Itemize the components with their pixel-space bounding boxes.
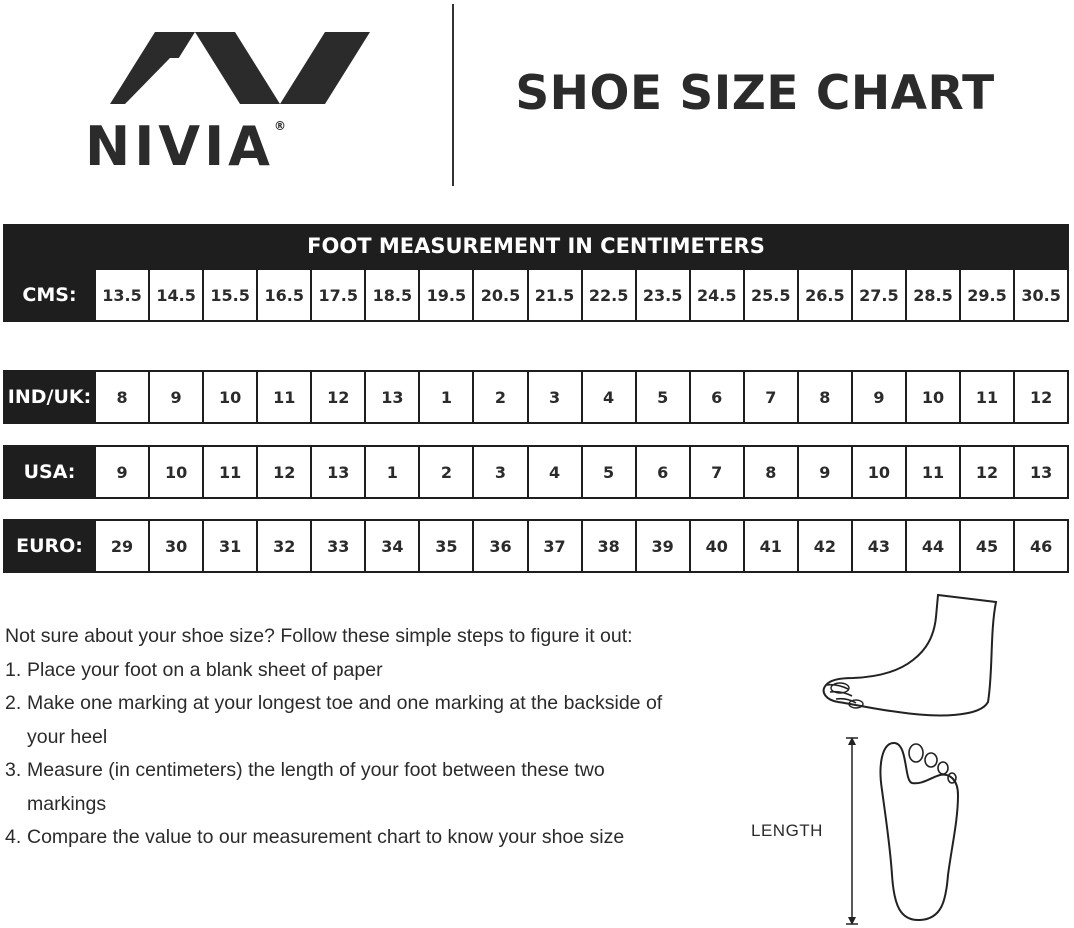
nivia-wordmark: [85, 115, 395, 178]
header-divider: [452, 4, 454, 186]
size-cell: 41: [743, 521, 797, 571]
size-cell: 11: [202, 447, 256, 497]
size-cell: 43: [851, 521, 905, 571]
size-cell: 30: [148, 521, 202, 571]
size-cell: 27.5: [851, 270, 905, 320]
row-cells: [94, 372, 1067, 422]
size-cell: 20.5: [472, 270, 526, 320]
size-cell: 1: [364, 447, 418, 497]
size-cell: 28.5: [905, 270, 959, 320]
size-cell: 15.5: [202, 270, 256, 320]
size-cell: 5: [635, 372, 689, 422]
size-cell: 29: [94, 521, 148, 571]
cms-row: [3, 268, 1069, 322]
size-cell: 19.5: [418, 270, 472, 320]
size-cell: 42: [797, 521, 851, 571]
nivia-logo-mark-icon: [85, 28, 395, 118]
size-cell: 18.5: [364, 270, 418, 320]
size-cell: 16.5: [256, 270, 310, 320]
size-cell: 40: [689, 521, 743, 571]
size-cell: 8: [94, 372, 148, 422]
size-cell: 13: [1013, 447, 1067, 497]
row-label: IND/UK:: [5, 372, 94, 422]
size-cell: 3: [472, 447, 526, 497]
size-cell: 1: [418, 372, 472, 422]
size-cell: 12: [256, 447, 310, 497]
instruction-step: [5, 754, 725, 821]
size-cell: 2: [472, 372, 526, 422]
size-cell: 2: [418, 447, 472, 497]
size-cell: 4: [527, 447, 581, 497]
size-cell: 6: [689, 372, 743, 422]
instruction-step: [5, 821, 725, 855]
size-cell: 3: [527, 372, 581, 422]
size-cell: 17.5: [310, 270, 364, 320]
nivia-logo: [85, 28, 395, 178]
size-cell: 10: [202, 372, 256, 422]
registered-mark: ®: [273, 119, 286, 133]
size-cell: 11: [959, 372, 1013, 422]
row-cells: [94, 521, 1067, 571]
size-cell: 23.5: [635, 270, 689, 320]
page-title: SHOE SIZE CHART: [515, 66, 995, 121]
size-cell: 45: [959, 521, 1013, 571]
size-cell: 7: [743, 372, 797, 422]
foot-top-icon: [842, 735, 967, 927]
size-cell: 25.5: [743, 270, 797, 320]
instructions: [5, 620, 725, 855]
size-cell: 4: [581, 372, 635, 422]
size-cell: 12: [1013, 372, 1067, 422]
size-cell: 22.5: [581, 270, 635, 320]
row-cells: [94, 270, 1067, 320]
step-number: 4.: [5, 826, 22, 848]
size-cell: 38: [581, 521, 635, 571]
step-text: Measure (in centimeters) the length of your foot between these two markings: [27, 759, 605, 815]
size-cell: 5: [581, 447, 635, 497]
step-number: 1.: [5, 658, 22, 681]
size-cell: 10: [905, 372, 959, 422]
size-cell: 7: [689, 447, 743, 497]
size-cell: 31: [202, 521, 256, 571]
instructions-intro: Not sure about your shoe size? Follow these simple steps to figure it out:: [5, 625, 633, 647]
size-cell: 35: [418, 521, 472, 571]
step-text: Compare the value to our measurement chart to know your shoe size: [27, 826, 625, 848]
step-text: Make one marking at your longest toe and one marking at the backside of your heel: [27, 692, 663, 748]
instruction-step: [5, 654, 725, 688]
size-cell: 11: [905, 447, 959, 497]
size-cell: 30.5: [1013, 270, 1067, 320]
length-label: LENGTH: [751, 821, 823, 840]
euro-row: [3, 519, 1069, 573]
step-number: 3.: [5, 759, 22, 781]
row-label: CMS:: [5, 270, 94, 320]
size-cell: 21.5: [527, 270, 581, 320]
size-cell: 29.5: [959, 270, 1013, 320]
row-label: EURO:: [5, 521, 94, 571]
step-number: 2.: [5, 692, 22, 714]
size-cell: 46: [1013, 521, 1067, 571]
size-cell: 14.5: [148, 270, 202, 320]
size-cell: 36: [472, 521, 526, 571]
size-cell: 9: [851, 372, 905, 422]
size-cell: 8: [797, 372, 851, 422]
size-cell: 32: [256, 521, 310, 571]
size-cell: 13: [310, 447, 364, 497]
usa-row: [3, 445, 1069, 499]
size-cell: 13.5: [94, 270, 148, 320]
table-banner: FOOT MEASUREMENT IN CENTIMETERS: [3, 224, 1069, 268]
size-cell: 9: [94, 447, 148, 497]
size-cell: 12: [959, 447, 1013, 497]
row-cells: [94, 447, 1067, 497]
size-cell: 44: [905, 521, 959, 571]
instruction-step: [5, 687, 725, 754]
step-text: Place your foot on a blank sheet of paper: [27, 658, 383, 681]
row-label: USA:: [5, 447, 94, 497]
size-cell: 34: [364, 521, 418, 571]
size-cell: 37: [527, 521, 581, 571]
ind-uk-row: [3, 370, 1069, 424]
size-cell: 11: [256, 372, 310, 422]
size-cell: 12: [310, 372, 364, 422]
size-cell: 13: [364, 372, 418, 422]
size-cell: 26.5: [797, 270, 851, 320]
size-cell: 24.5: [689, 270, 743, 320]
size-cell: 9: [148, 372, 202, 422]
size-cell: 33: [310, 521, 364, 571]
brand-name: NIVIA: [85, 115, 274, 178]
size-cell: 10: [148, 447, 202, 497]
size-cell: 10: [851, 447, 905, 497]
size-cell: 39: [635, 521, 689, 571]
size-cell: 6: [635, 447, 689, 497]
foot-side-icon: [818, 592, 1000, 720]
size-cell: 9: [797, 447, 851, 497]
size-cell: 8: [743, 447, 797, 497]
